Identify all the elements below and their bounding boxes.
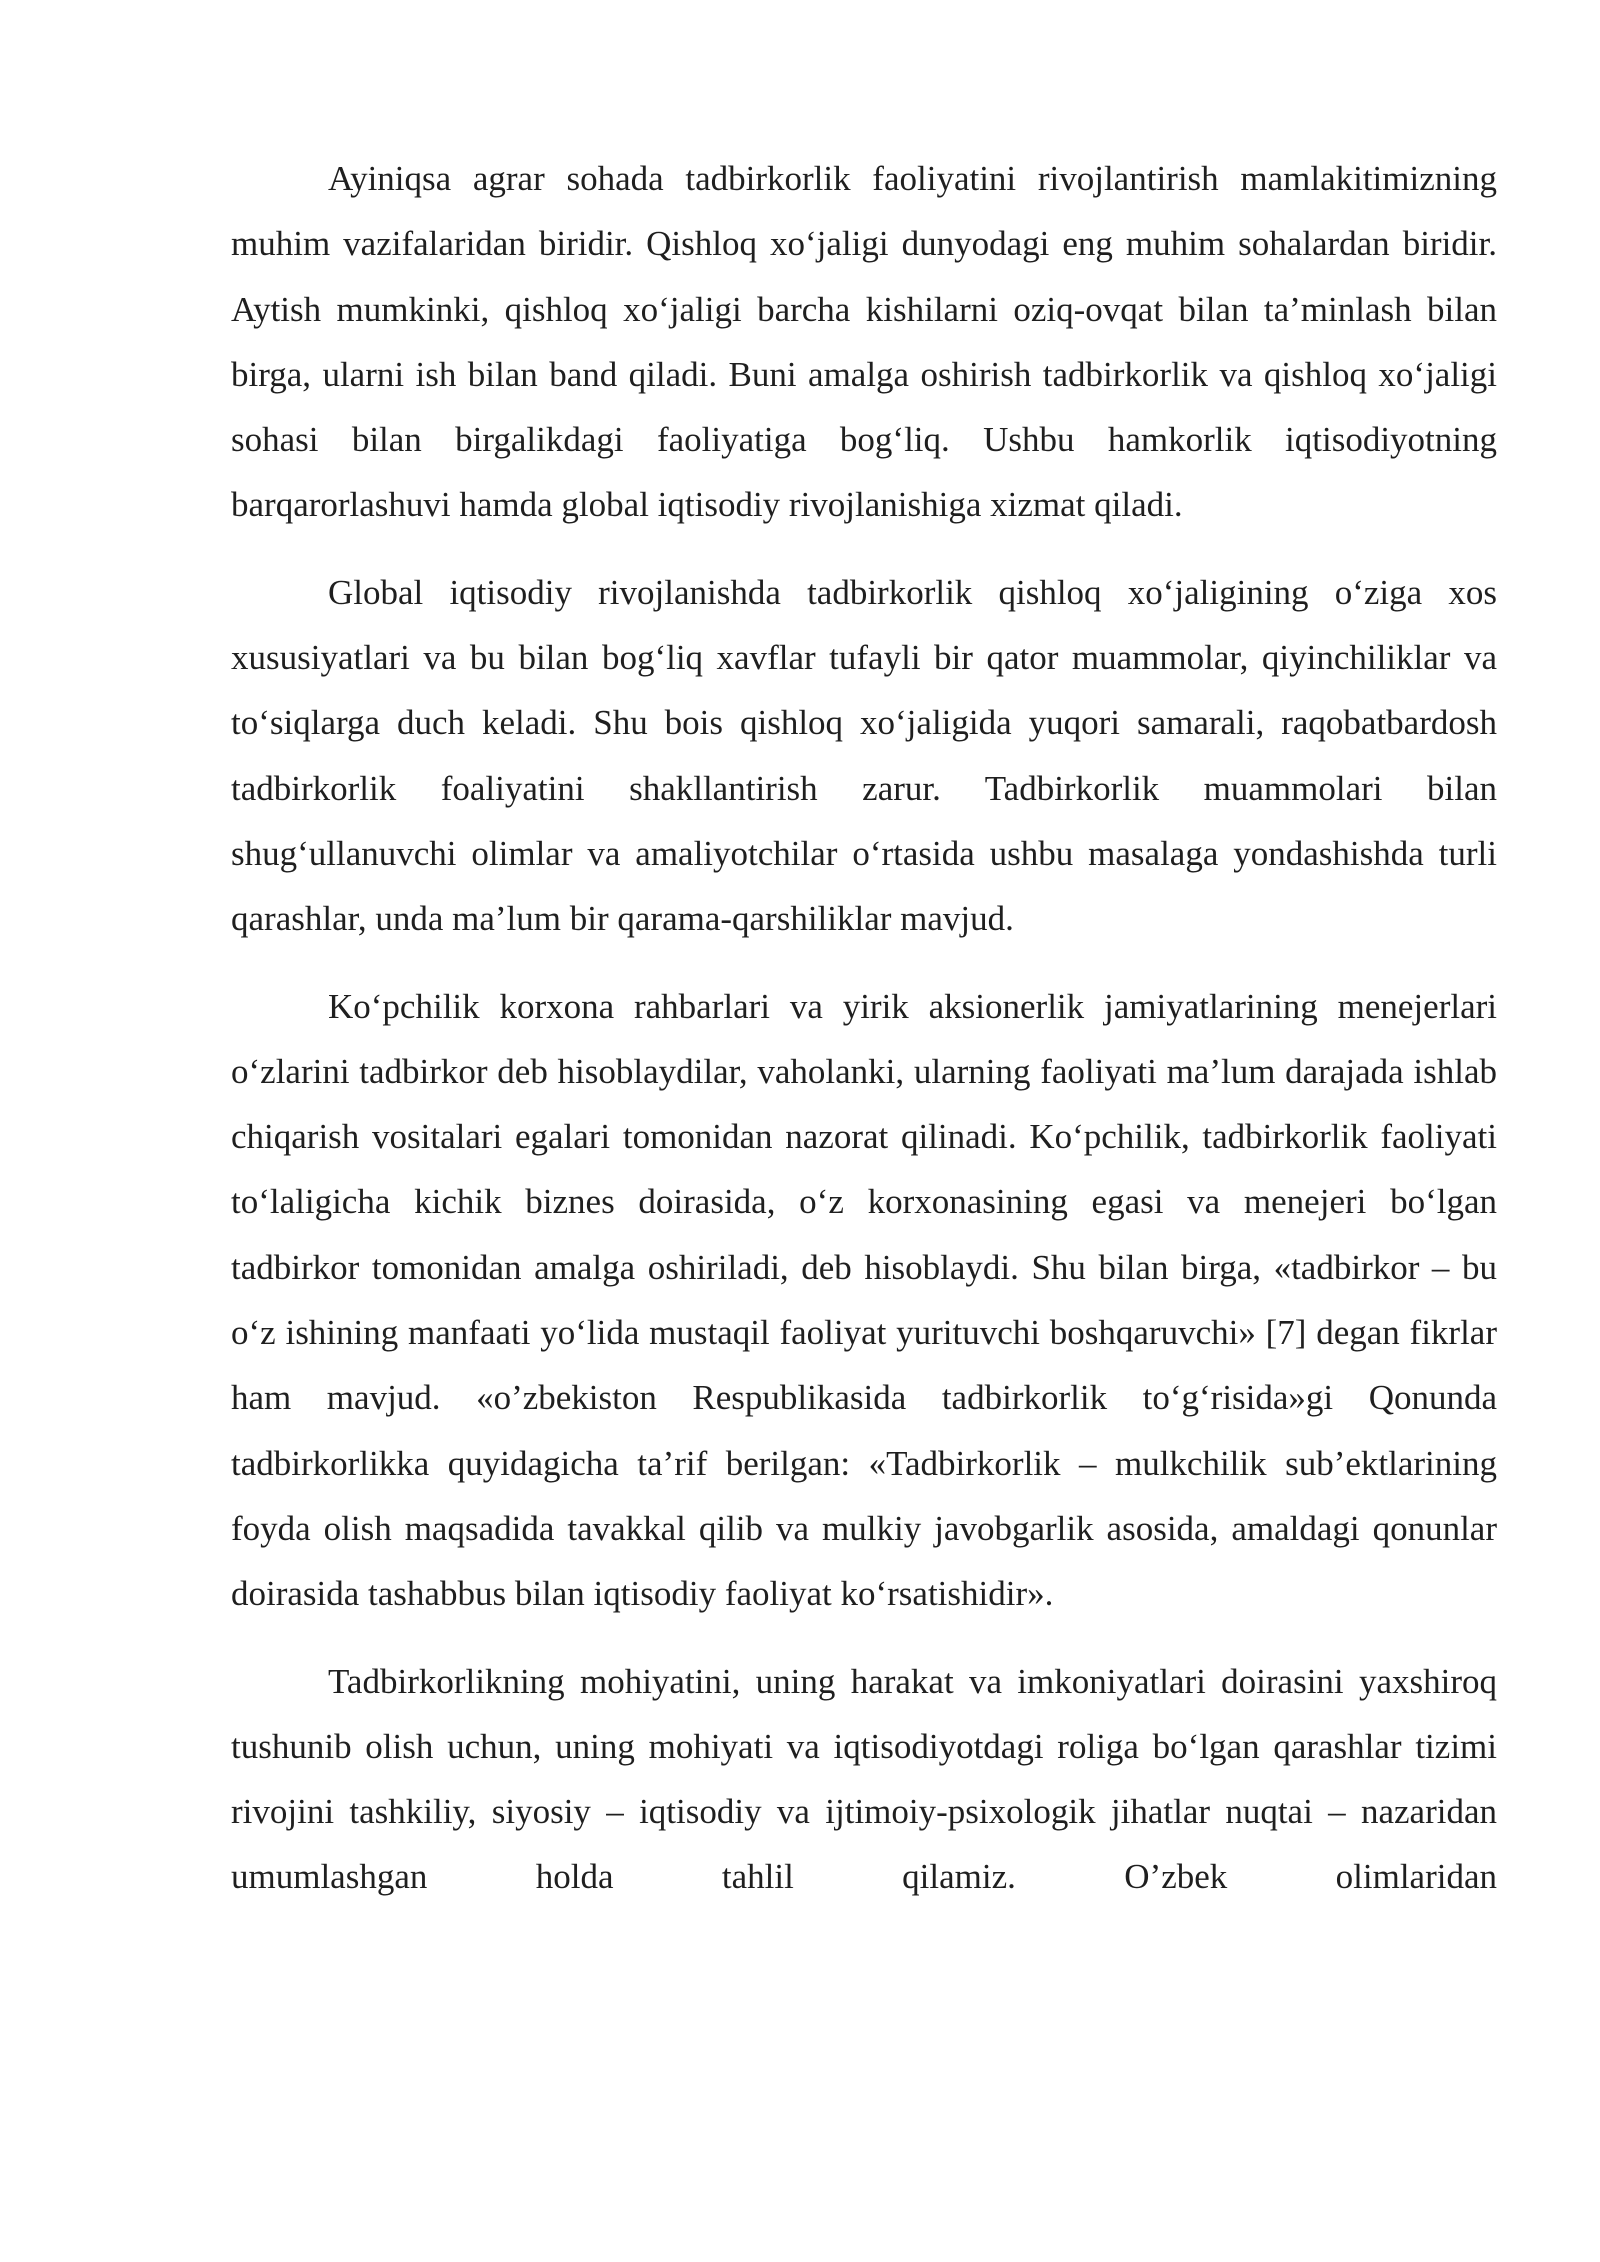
paragraph-3: Ko‘pchilik korxona rahbarlari va yirik aksionerlik jamiyatlarining menejerlari o‘zlarini tadbirkor deb hisoblaydilar, vaholanki, ularning faoliyati ma’lum darajada ishlab chiqarish vositalari egalari tomonidan nazorat qilinadi. Ko‘pchilik, tadbirkorlik faoliyati to‘laligicha kichik biznes doirasida, o‘z korxonasining egasi va menejeri bo‘lgan tadbirkor tomonidan amalga oshiriladi, deb hisoblaydi. Shu bilan birga, «tadbirkor – bu o‘z ishining manfaati yo‘lida mustaqil faoliyat yurituvchi boshqaruvchi» [7] degan fikrlar ham mavjud. «o’zbekiston Respublikasida tadbirkorlik to‘g‘risida»gi Qonunda tadbirkorlikka quyidagicha ta’rif berilgan: «Tadbirkorlik – mulkchilik sub’ektlarining foyda olish maqsadida tavakkal qilib va mulkiy javobgarlik asosida, amaldagi qonunlar doirasida tashabbus bilan iqtisodiy faoliyat ko‘rsatishidir». [231, 986, 1497, 1614]
document-body [231, 146, 1497, 1932]
paragraph-4: Tadbirkorlikning mohiyatini, uning harakat va imkoniyatlari doirasini yaxshiroq tushunib olish uchun, uning mohiyati va iqtisodiyotdagi roliga bo‘lgan qarashlar tizimi rivojini tashkiliy, siyosiy – iqtisodiy va ijtimoiy-psixologik jihatlar nuqtai – nazaridan umumlashgan holda tahlil qilamiz. O’zbek olimlaridan [231, 1661, 1497, 1897]
paragraph-1: Ayiniqsa agrar sohada tadbirkorlik faoliyatini rivojlantirish mamlakitimizning muhim vazifalaridan biridir. Qishloq xo‘jaligi dunyodagi eng muhim sohalardan biridir. Aytish mumkinki, qishloq xo‘jaligi barcha kishilarni oziq-ovqat bilan ta’minlash bilan birga, ularni ish bilan band qiladi. Buni amalga oshirish tadbirkorlik va qishloq xo‘jaligi sohasi bilan birgalikdagi faoliyatiga bog‘liq. Ushbu hamkorlik iqtisodiyotning barqarorlashuvi hamda global iqtisodiy rivojlanishiga xizmat qiladi. [231, 159, 1497, 525]
paragraph-2: Global iqtisodiy rivojlanishda tadbirkorlik qishloq xo‘jaligining o‘ziga xos xususiyatlari va bu bilan bog‘liq xavflar tufayli bir qator muammolar, qiyinchiliklar va to‘siqlarga duch keladi. Shu bois qishloq xo‘jaligida yuqori samarali, raqobatbardosh tadbirkorlik foaliyatini shakllantirish zarur. Tadbirkorlik muammolari bilan shug‘ullanuvchi olimlar va amaliyotchilar o‘rtasida ushbu masalaga yondashishda turli qarashlar, unda ma’lum bir qarama-qarshiliklar mavjud. [231, 572, 1497, 939]
